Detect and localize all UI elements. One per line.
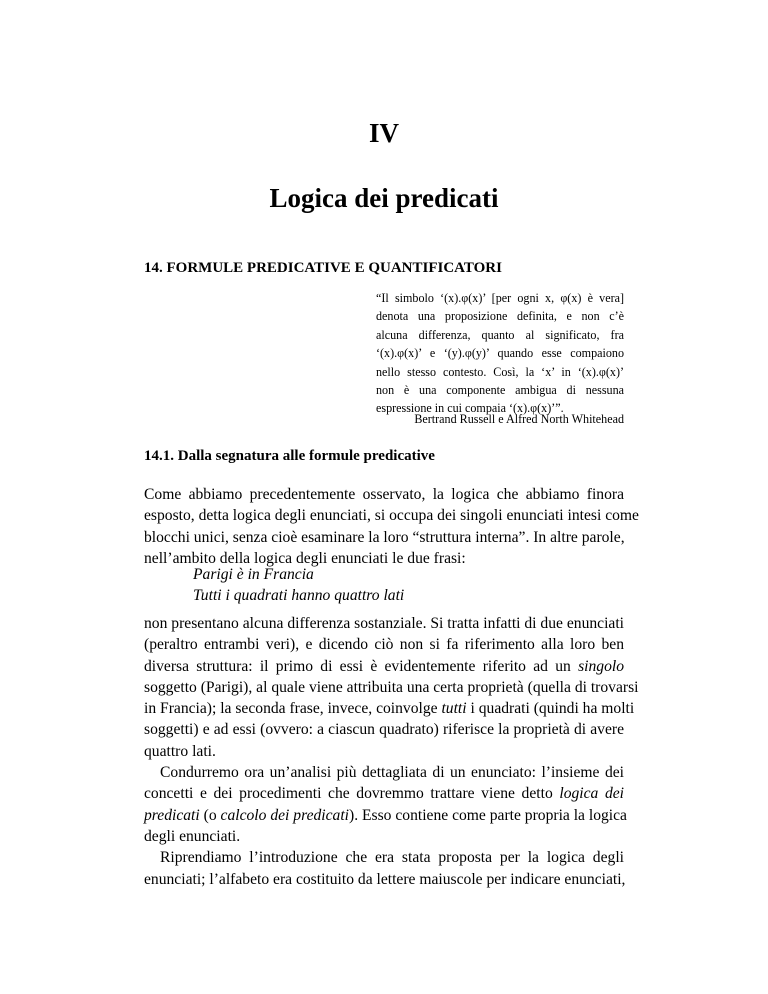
text-line: quattro lati.	[144, 742, 216, 760]
text-run: diversa struttura: il primo di essi è evidentemente riferito ad un	[144, 657, 579, 675]
text-run: ). Esso contiene come parte propria la logica	[349, 806, 627, 824]
example-sentence: Tutti i quadrati hanno quattro lati	[193, 587, 405, 605]
text-line: enunciati; l’alfabeto era costituito da lettere maiuscole per indicare enunciati,	[144, 870, 626, 888]
epigraph-quote	[376, 289, 624, 418]
epigraph-attribution: Bertrand Russell e Alfred North Whitehead	[414, 412, 624, 426]
text-line	[144, 656, 624, 677]
text-line: soggetti) e ad essi (ovvero: a ciascun quadrato) riferisce la proprietà di avere	[144, 721, 624, 739]
section-heading: 14. FORMULE PREDICATIVE E QUANTIFICATORI	[144, 260, 502, 276]
text-run: in Francia); la seconda frase, invece, coinvolge	[144, 700, 442, 718]
emphasis-text: tutti	[441, 700, 467, 718]
epigraph-line: nello stesso contesto. Così, la ‘x’ in ‘(x).φ(x)’	[376, 364, 624, 379]
epigraph-line: “Il simbolo ‘(x).φ(x)’ [per ogni x, φ(x) è vera]	[376, 291, 624, 305]
text-line: soggetto (Parigi), al quale viene attribuita una certa proprietà (quella di trovarsi	[144, 678, 639, 696]
epigraph-line: espressione in cui compaia ‘(x).φ(x)’”.	[376, 401, 564, 416]
text-line: nell’ambito della logica degli enunciati le due frasi:	[144, 549, 466, 567]
text-run: concetti e dei procedimenti che dovremmo trattare viene detto	[144, 785, 560, 803]
text-line: Condurremo ora un’analisi più dettagliata di un enunciato: l’insieme dei	[160, 764, 624, 782]
subsection-heading: 14.1. Dalla segnatura alle formule predicative	[144, 448, 435, 464]
text-line: esposto, detta logica degli enunciati, si occupa dei singoli enunciati intesi come	[144, 507, 639, 525]
paragraph-analysis	[144, 613, 639, 890]
text-line	[144, 698, 635, 719]
paragraph-intro	[144, 484, 639, 569]
text-line	[144, 805, 627, 826]
emphasis-text: singolo	[578, 657, 624, 675]
epigraph-line: ‘(x).φ(x)’ e ‘(y).φ(y)’ quando esse compaiono	[376, 346, 624, 361]
emphasis-text: predicati	[144, 806, 200, 824]
text-line: blocchi unici, senza cioè esaminare la loro “struttura interna”. In altre parole,	[144, 528, 625, 546]
example-sentence: Parigi è in Francia	[193, 566, 314, 583]
text-line: (peraltro entrambi veri), e dicendo ciò non si fa riferimento alla loro ben	[144, 636, 624, 654]
chapter-title: Logica dei predicati	[269, 183, 499, 213]
text-line: degli enunciati.	[144, 827, 241, 845]
emphasis-text: calcolo dei predicati	[220, 806, 349, 824]
text-line: Riprendiamo l’introduzione che era stata proposta per la logica degli	[160, 849, 624, 867]
text-line: non presentano alcuna differenza sostanziale. Si tratta infatti di due enunciati	[144, 615, 624, 632]
epigraph-line: denota una proposizione definita, e non c’è	[376, 309, 624, 324]
example-sentences	[193, 564, 404, 607]
emphasis-text: logica dei	[559, 785, 624, 803]
chapter-number: IV	[368, 118, 399, 148]
epigraph-line: non è una componente ambigua di nessuna	[376, 383, 624, 398]
text-line	[144, 783, 624, 804]
text-line: Come abbiamo precedentemente osservato, la logica che abbiamo finora	[144, 486, 624, 503]
text-run: (o	[199, 806, 221, 824]
epigraph-line: alcuna differenza, quanto al significato, fra	[376, 327, 624, 342]
text-run: i quadrati (quindi ha molti	[466, 700, 635, 718]
